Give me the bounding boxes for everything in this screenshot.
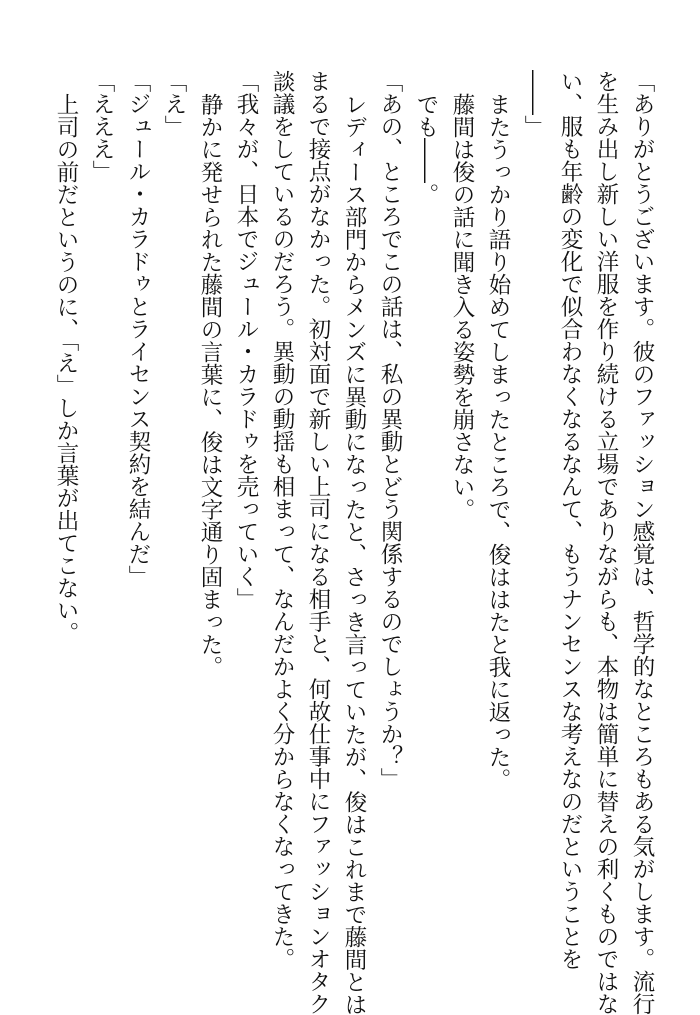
text-line: またうっかり語り始めてしまったところで、俊ははたと我に返った。 xyxy=(485,92,511,790)
text-line: 「え」 xyxy=(161,70,187,138)
text-line: 「ジュール・カラドゥとライセンス契約を結んだ」 xyxy=(125,70,151,588)
text-line: 上司の前だというのに、「え」しか言葉が出てこない。 xyxy=(53,92,79,644)
text-line: レディース部門からメンズに異動になったと、さっき言っていたが、俊はこれまで藤間とは xyxy=(341,92,367,1015)
vertical-text-body xyxy=(48,70,660,1015)
text-line: でも――。 xyxy=(413,92,439,205)
text-line: 藤間は俊の話に聞き入る姿勢を崩さない。 xyxy=(449,92,475,520)
text-line: を生み出し新しい洋服を作り続ける立場でありながらも、本物は簡単に替えの利くものではな xyxy=(593,70,619,1015)
text-line: 「えええ」 xyxy=(89,70,115,183)
text-line: 「我々が、日本でジュール・カラドゥを売っていく」 xyxy=(233,70,259,610)
text-line: 「あの、ところでこの話は、私の異動とどう関係するのでしょうか？」 xyxy=(377,70,403,790)
text-line: 「ありがとうございます。彼のファッション感覚は、哲学的なところもある気がします。流行 xyxy=(629,70,655,1015)
text-line: い、服も年齢の変化で似合わなくなるなんて、もうナンセンスな考えなのだということを xyxy=(557,70,583,970)
text-line: ――」 xyxy=(521,70,547,138)
text-line: 談議をしているのだろう。異動の動揺も相まって、なんだかよく分からなくなってきた。 xyxy=(269,70,295,970)
text-line: 静かに発せられた藤間の言葉に、俊は文字通り固まった。 xyxy=(197,92,223,678)
text-line: まるで接点がなかった。初対面で新しい上司になる相手と、何故仕事中にファッションオタク xyxy=(305,70,331,1015)
